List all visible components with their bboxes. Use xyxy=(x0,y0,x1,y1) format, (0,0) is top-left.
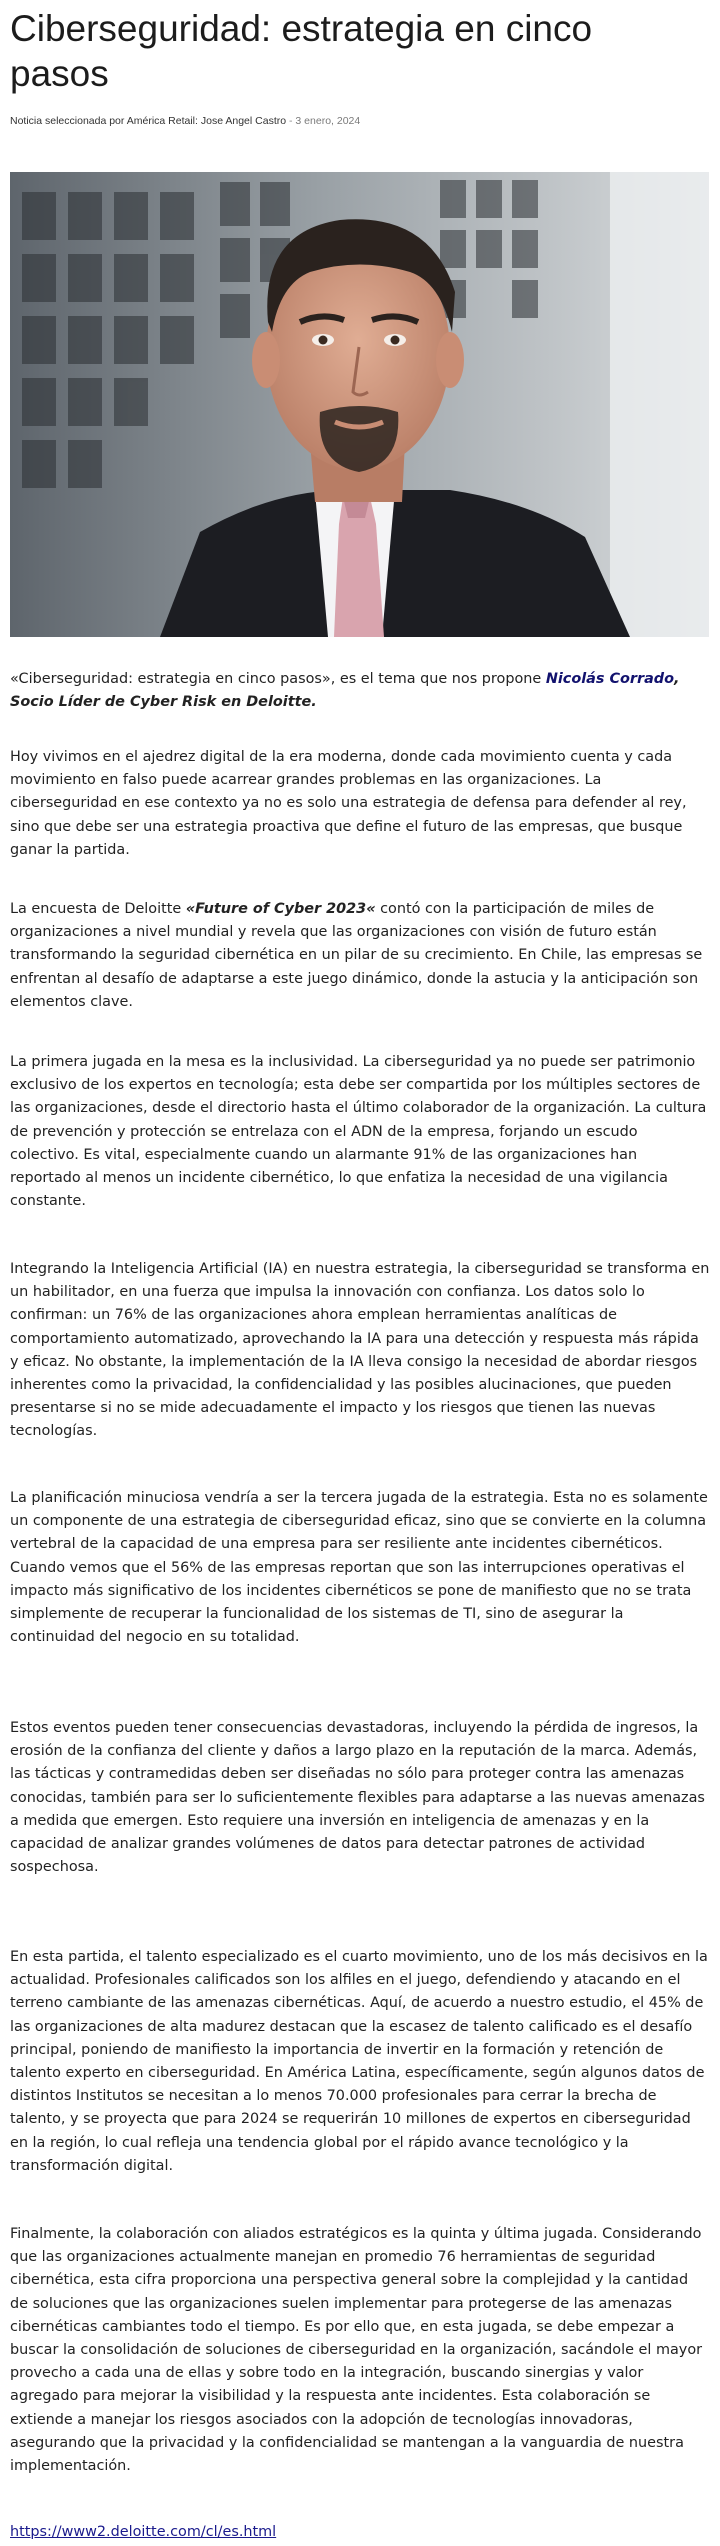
meta-separator: - xyxy=(289,115,293,127)
paragraph-6 xyxy=(10,1717,710,1879)
paragraph-3-text: La primera jugada en la mesa es la inclusividad. La ciberseguridad ya no puede ser patrimonio exclusivo de los expertos en tecnología; esta debe ser compartida por los múltiples sectores de las organizaciones, desde el directorio hasta el último colaborador de la organización. La cultura de prevención y protección se entrelaza con el ADN de la empresa, forjando un escudo colectivo. Es vital, especialmente cuando un alarmante 91% de las organizaciones han reportado al menos un incidente cibernético, lo que enfatiza la necesidad de una vigilancia constante. xyxy=(10,1054,707,1210)
meta-prefix: Noticia seleccionada por América Retail: xyxy=(10,115,198,127)
author-role: , Socio Líder de Cyber Risk en Deloitte. xyxy=(10,671,680,711)
source-link[interactable]: https://www2.deloitte.com/cl/es.html xyxy=(10,2524,277,2540)
paragraph-8 xyxy=(10,2223,710,2478)
author-name-highlight: Nicolás Corrado xyxy=(545,671,674,687)
paragraph-4 xyxy=(10,1258,710,1444)
paragraph-7 xyxy=(10,1946,710,2178)
intro-paragraph xyxy=(10,668,710,714)
paragraph-1 xyxy=(10,746,710,862)
paragraph-2-after: contó con la participación de miles de organizaciones a nivel mundial y revela que las organizaciones con visión de futuro están transformando la seguridad cibernética en un pilar de su crecimiento. En Chile, las empresas se enfrentan al desafío de adaptarse a este juego dinámico, donde la astucia y la anticipación son elementos clave. xyxy=(10,901,703,1010)
paragraph-5 xyxy=(10,1487,710,1649)
paragraph-4-text: Integrando la Inteligencia Artificial (IA) en nuestra estrategia, la ciberseguridad se transforma en un habilitador, en una fuerza que impulsa la innovación con confianza. Los datos solo lo confirman: un 76% de las organizaciones ahora emplean herramientas analíticas de comportamiento automatizado, aprovechando la IA para una detección y respuesta más rápida y eficaz. No obstante, la implementación de la IA lleva consigo la necesidad de abordar riesgos inherentes como la privacidad, la confidencialidad y las posibles alucinaciones, que pueden presentarse si no se mide adecuadamente el impacto y los riesgos que tienen las nuevas tecnologías. xyxy=(10,1261,710,1440)
paragraph-3 xyxy=(10,1051,710,1213)
paragraph-2 xyxy=(10,898,710,1014)
article-title: Ciberseguridad: estrategia en cinco pasos xyxy=(10,8,593,94)
publish-date: 3 enero, 2024 xyxy=(295,115,361,127)
paragraph-6-text: Estos eventos pueden tener consecuencias devastadoras, incluyendo la pérdida de ingresos, la erosión de la confianza del cliente y daños a largo plazo en la reputación de la marca. Además, las tácticas y contramedidas deben ser diseñadas no sólo para proteger contra las amenazas conocidas, también para ser lo suficientemente flexibles para adaptarse a las nuevas amenazas a medida que emergen. Esto requiere una inversión en inteligencia de amenazas y en la capacidad de analizar grandes volúmenes de datos para detectar patrones de actividad sospechosa. xyxy=(10,1720,705,1876)
hero-photo xyxy=(10,172,709,637)
article-meta xyxy=(10,115,360,127)
survey-name: «Future of Cyber 2023« xyxy=(185,901,376,917)
portrait-image xyxy=(10,172,709,637)
paragraph-7-text: En esta partida, el talento especializado es el cuarto movimiento, uno de los más decisivos en la actualidad. Profesionales calificados son los alfiles en el juego, defendiendo y atacando en el terreno cambiante de las amenazas cibernéticas. Aquí, de acuerdo a nuestro estudio, el 45% de las organizaciones de alta madurez destacan que la escasez de talento calificado es el desafío principal, poniendo de manifiesto la importancia de invertir en la formación y retención de talento experto en ciberseguridad. En América Latina, específicamente, según algunos datos de distintos Institutos se necesitan a lo menos 70.000 profesionales para cerrar la brecha de talento, y se proyecta que para 2024 se requerirán 10 millones de expertos en ciberseguridad en la región, lo cual refleja una tendencia global por el rápido avance tecnológico y la transformación digital. xyxy=(10,1949,708,2174)
author-link[interactable]: Jose Angel Castro xyxy=(200,115,287,127)
paragraph-2-before: La encuesta de Deloitte xyxy=(10,901,186,917)
intro-text: «Ciberseguridad: estrategia en cinco pasos», es el tema que nos propone xyxy=(10,671,546,687)
paragraph-5-text: La planificación minuciosa vendría a ser la tercera jugada de la estrategia. Esta no es solamente un componente de una estrategia de ciberseguridad eficaz, sino que se convierte en la columna vertebral de la capacidad de una empresa para ser resiliente ante incidentes cibernéticos. Cuando vemos que el 56% de las empresas reportan que son las interrupciones operativas el impacto más significativo de los incidentes cibernéticos se pone de manifiesto que no se trata simplemente de recuperar la funcionalidad de los sistemas de TI, sino de asegurar la continuidad del negocio en su totalidad. xyxy=(10,1490,708,1646)
paragraph-1-text: Hoy vivimos en el ajedrez digital de la era moderna, donde cada movimiento cuenta y cada movimiento en falso puede acarrear grandes problemas en las organizaciones. La ciberseguridad en ese contexto ya no es solo una estrategia de defensa para defender al rey, sino que debe ser una estrategia proactiva que define el futuro de las empresas, que busque ganar la partida. xyxy=(10,749,687,858)
paragraph-8-text: Finalmente, la colaboración con aliados estratégicos es la quinta y última jugada. Considerando que las organizaciones actualmente manejan en promedio 76 herramientas de seguridad cibernética, esta cifra proporciona una perspectiva general sobre la complejidad y la cantidad de soluciones que las organizaciones suelen implementar para protegerse de las amenazas cibernéticas cambiantes todo el tiempo. Es por ello que, en esta jugada, se debe empezar a buscar la consolidación de soluciones de ciberseguridad en la organización, sacándole el mayor provecho a cada una de ellas y sobre todo en la integración, buscando sinergias y valor agregado para mejorar la visibilidad y la respuesta ante incidentes. Esta colaboración se extiende a manejar los riesgos asociados con la adopción de tecnologías innovadoras, asegurando que la privacidad y la confidencialidad se mantengan a la vanguardia de nuestra implementación. xyxy=(10,2226,703,2475)
